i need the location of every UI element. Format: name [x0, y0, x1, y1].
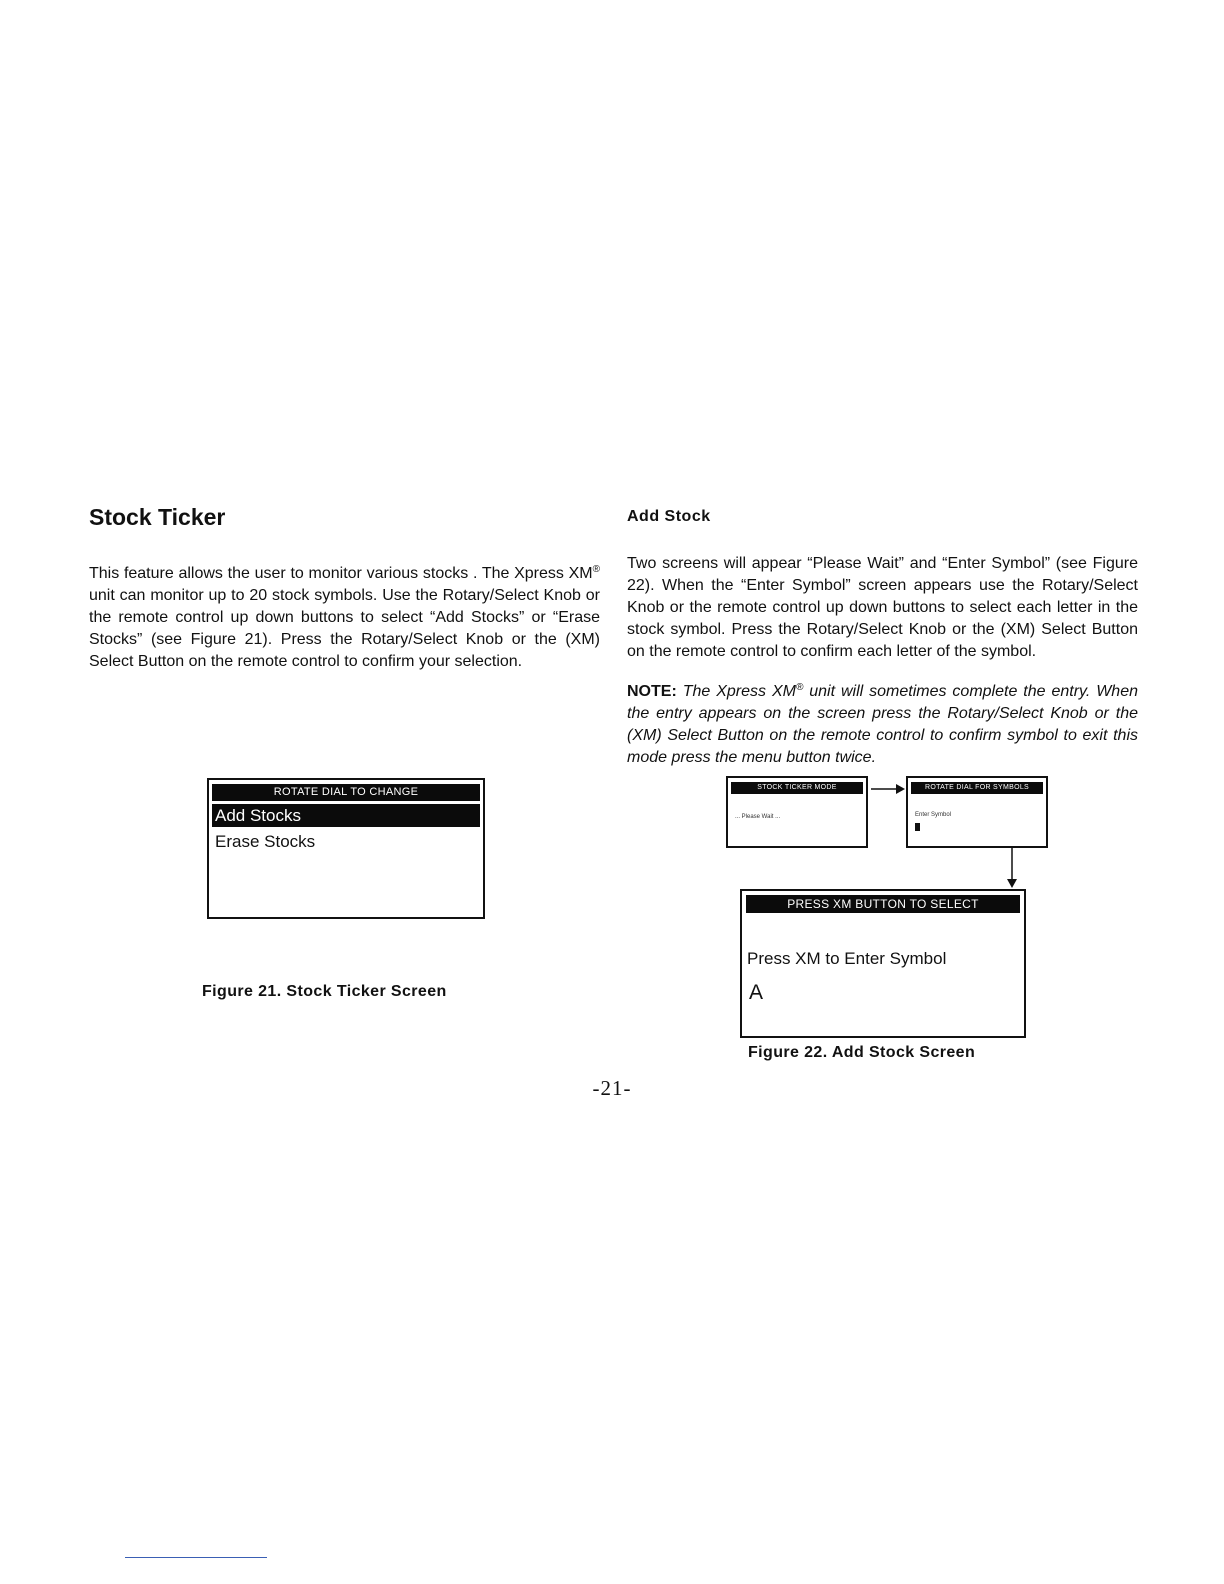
please-wait-text: ... Please Wait ...	[735, 814, 781, 820]
screen-header: ROTATE DIAL FOR SYMBOLS	[911, 782, 1043, 794]
symbol-letter: A	[749, 981, 764, 1004]
enter-symbol-screen	[906, 776, 1048, 848]
page-number: -21-	[592, 1076, 632, 1100]
stock-ticker-description	[89, 563, 600, 673]
subsection-title: Add Stock	[627, 508, 711, 525]
description-text-1: This feature allows the user to monitor various stocks . The Xpress XM	[89, 565, 593, 582]
enter-symbol-text: Enter Symbol	[915, 812, 952, 818]
stock-ticker-screen	[207, 778, 485, 919]
please-wait-screen	[726, 776, 868, 848]
arrow-down-icon	[1005, 848, 1019, 890]
note-label: NOTE:	[627, 683, 677, 700]
registered-mark: ®	[592, 564, 600, 575]
cursor-block	[915, 823, 920, 831]
add-stock-description: Two screens will appear “Please Wait” and “Enter Symbol” (see Figure 22). When the “Enter Symbol” screen appears use the Rotary/Select Knob or the remote control up down buttons to select each letter in the stock symbol. Press the Rotary/Select Knob or the (XM) Select Button on the remote control to confirm each letter of the symbol.	[627, 555, 1138, 660]
menu-item-erase-stocks: Erase Stocks	[215, 832, 316, 851]
screen-header: ROTATE DIAL TO CHANGE	[212, 784, 480, 801]
footnote-rule	[125, 1557, 267, 1558]
note-registered-mark: ®	[795, 682, 804, 693]
description-text-2: unit can monitor up to 20 stock symbols. Use the Rotary/Select Knob or the remote control up down buttons to select “Add Stocks” or “Erase Stocks” (see Figure 21). Press the Rotary/Select Knob or the (XM) Select Button on the remote control to confirm your selection.	[89, 587, 600, 670]
screen-header: STOCK TICKER MODE	[731, 782, 863, 794]
menu-item-add-stocks: Add Stocks	[212, 804, 480, 827]
note-text-1: The Xpress XM	[676, 683, 796, 700]
press-xm-text: Press XM to Enter Symbol	[747, 949, 947, 968]
arrow-right-icon	[870, 782, 906, 796]
figure-22-caption: Figure 22. Add Stock Screen	[748, 1044, 976, 1061]
figure-21-caption: Figure 21. Stock Ticker Screen	[202, 983, 447, 1000]
note	[627, 681, 1138, 769]
section-title: Stock Ticker	[89, 504, 226, 530]
screen-header: PRESS XM BUTTON TO SELECT	[746, 895, 1020, 913]
note-text-2: unit will sometimes complete the entry. When the entry appears on the screen press the Rotary/Select Knob or the (XM) Select Button on the remote control to confirm symbol to exit this mode press the menu button twice.	[627, 683, 1139, 766]
press-xm-screen	[740, 889, 1026, 1038]
